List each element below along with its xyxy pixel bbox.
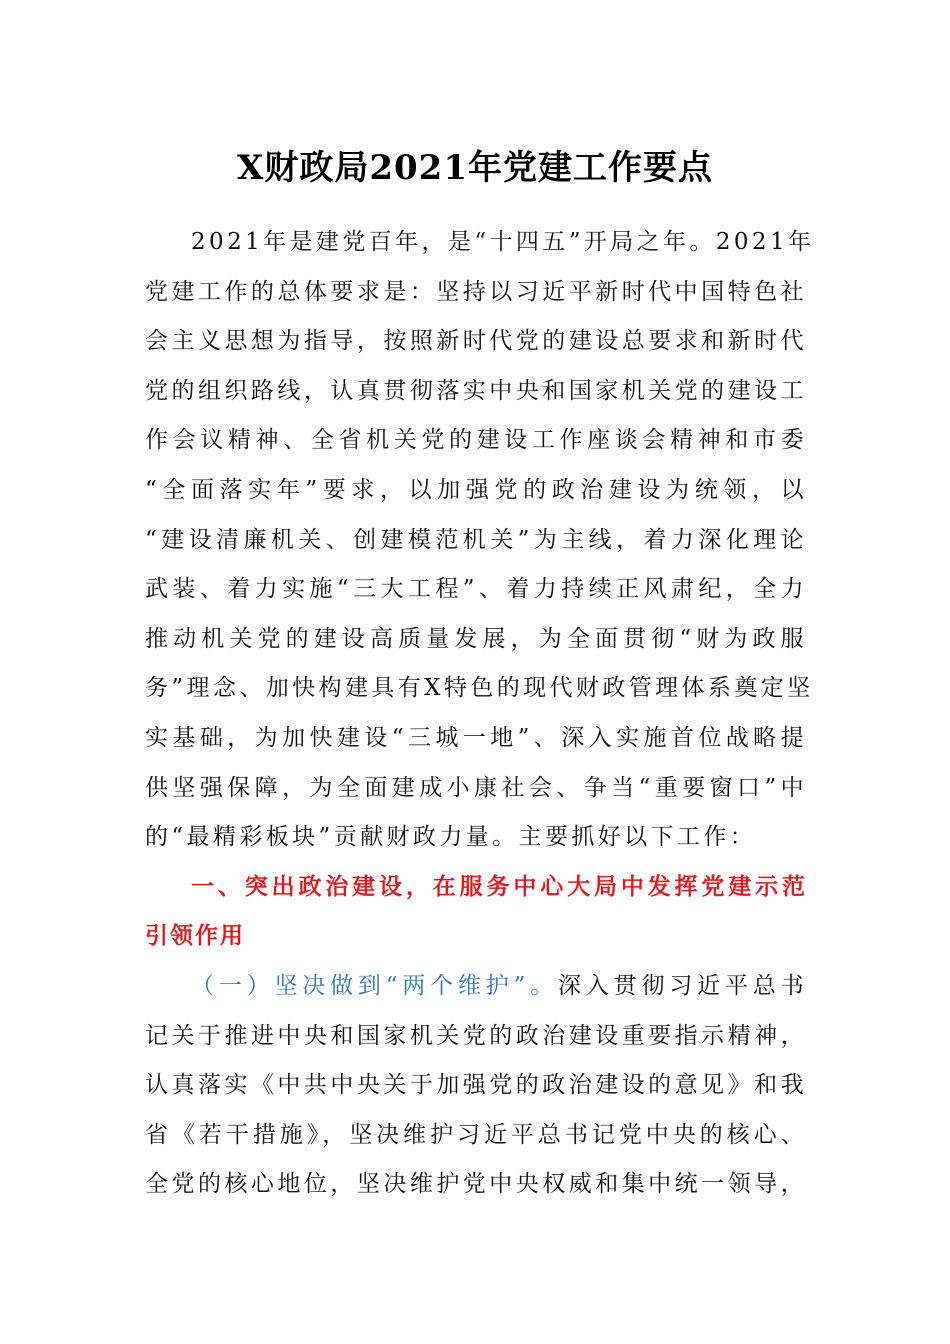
intro-line: “建设清廉机关、创建模范机关”为主线，着力深化理论	[145, 526, 807, 553]
document-body	[145, 218, 815, 1210]
subsection-line: 记关于推进中央和国家机关党的政治建设重要指示精神，	[145, 1022, 807, 1049]
intro-line: “全面落实年”要求，以加强党的政治建设为统领，以	[145, 476, 807, 503]
intro-line: 实基础，为加快建设“三城一地”、深入实施首位战略提	[145, 724, 807, 751]
subsection-line: 省《若干措施》，坚决维护习近平总书记党中央的核心、	[145, 1121, 807, 1148]
intro-line: 的“最精彩板块”贡献财政力量。主要抓好以下工作：	[145, 824, 757, 851]
intro-line: 2021年是建党百年，是“十四五”开局之年。2021年	[191, 229, 815, 255]
subsection-line: 全党的核心地位，坚决维护党中央权威和集中统一领导，	[145, 1171, 807, 1198]
document-title: X财政局2021年党建工作要点	[236, 148, 713, 188]
intro-line: 作会议精神、全省机关党的建设工作座谈会精神和市委	[145, 427, 807, 454]
intro-line: 务”理念、加快构建具有X特色的现代财政管理体系奠定坚	[145, 675, 814, 702]
section-heading-line: 引领作用	[145, 923, 245, 950]
subsection-first-line-text: 深入贯彻习近平总书	[558, 972, 807, 999]
intro-line: 供坚强保障，为全面建成小康社会、争当“重要窗口”中	[145, 774, 807, 801]
intro-line: 推动机关党的建设高质量发展，为全面贯彻“财为政服	[145, 625, 807, 652]
subsection-heading: （一）坚决做到“两个维护”。	[191, 972, 559, 999]
intro-line: 党建工作的总体要求是：坚持以习近平新时代中国特色社	[145, 278, 807, 305]
section-heading-line: 一、突出政治建设，在服务中心大局中发挥党建示范	[191, 873, 807, 900]
intro-line: 党的组织路线，认真贯彻落实中央和国家机关党的建设工	[145, 377, 807, 404]
subsection-line: 认真落实《中共中央关于加强党的政治建设的意见》和我	[145, 1072, 807, 1099]
intro-line: 会主义思想为指导，按照新时代党的建设总要求和新时代	[145, 328, 807, 355]
intro-line: 武装、着力实施“三大工程”、着力持续正风肃纪，全力	[145, 576, 807, 603]
subsection-first-line	[145, 962, 807, 1012]
